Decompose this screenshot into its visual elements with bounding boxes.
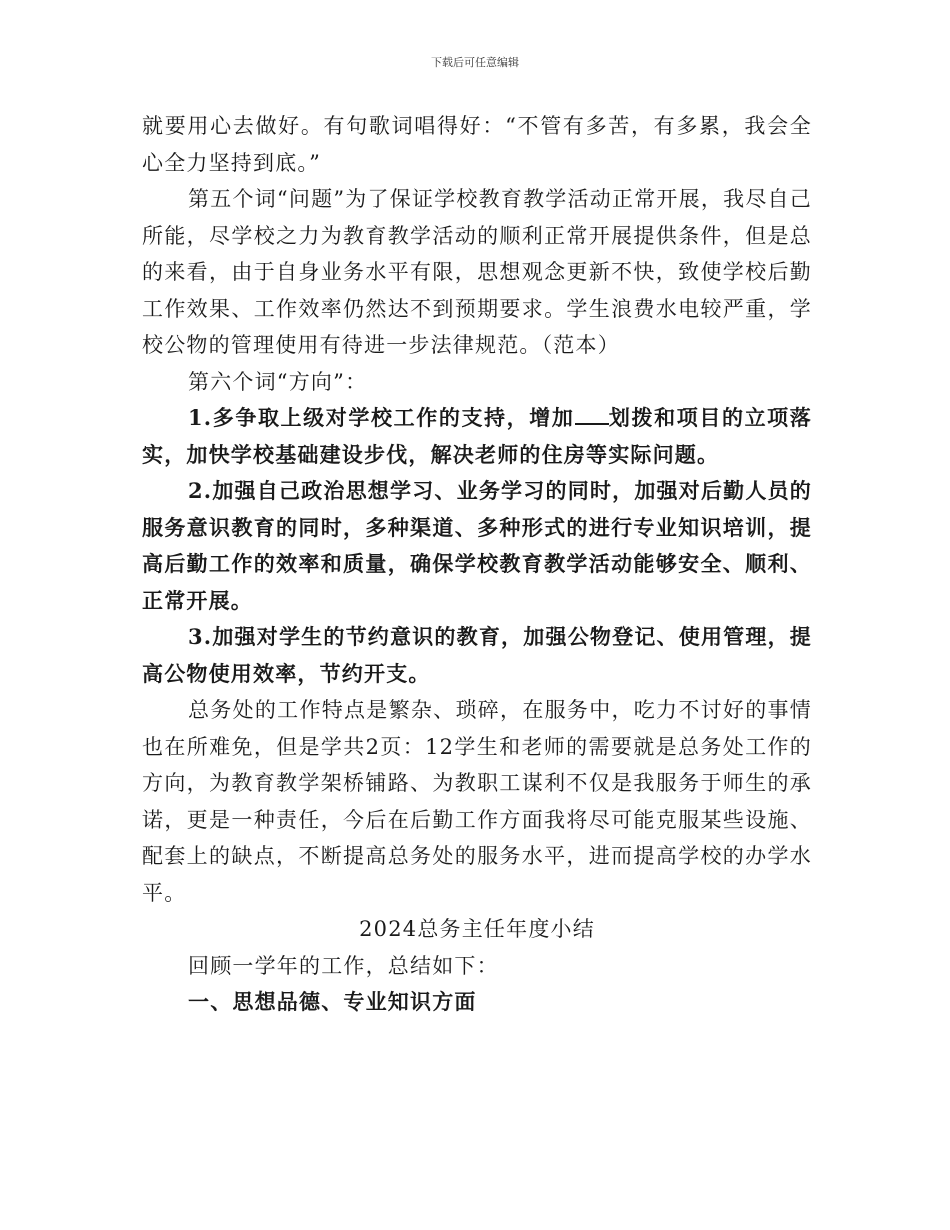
list-item-1-text-end: 划拨和项目的立项落实，加快学校基础建设步伐，解决老师的住房等实际问题。 [142,405,812,467]
page-header-note: 下载后可任意编辑 [431,56,519,69]
list-item-1-text-start: 1.多争取上级对学校工作的支持，增加 [188,405,575,430]
document-body [142,108,812,1021]
paragraph-review: 回顾一学年的工作，总结如下： [188,953,499,978]
document-title: 2024总务主任年度小结 [359,917,595,941]
list-item-3: 3.加强对学生的节约意识的教育，加强公物登记、使用管理，提高公物使用效率，节约开支。 [142,624,812,686]
paragraph-direction-heading: 第六个词“方向”： [188,369,368,394]
paragraph-problems: 第五个词“问题”为了保证学校教育教学活动正常开展，我尽自己所能，尽学校之力为教育教学活动的顺利正常开展提供条件，但是总的来看，由于自身业务水平有限，思想观念更新不快，致使学校后勤工作效果、工作效率仍然达不到预期要求。学生浪费水电较严重，学校公物的管理使用有待进一步法律规范。（范本） [142,187,812,357]
paragraph-summary: 总务处的工作特点是繁杂、琐碎，在服务中，吃力不讨好的事情也在所难免，但是学共2页：12学生和老师的需要就是总务处工作的方向，为教育教学架桥铺路、为教职工谋利不仅是我服务于师生的承诺，更是一种责任，今后在后勤工作方面我将尽可能克服某些设施、配套上的缺点，不断提高总务处的服务水平，进而提高学校的办学水平。 [142,698,812,905]
list-item-2: 2.加强自己政治思想学习、业务学习的同时，加强对后勤人员的服务意识教育的同时，多种渠道、多种形式的进行专业知识培训，提高后勤工作的效率和质量，确保学校教育教学活动能够安全、顺利、正常开展。 [142,478,812,613]
fill-in-blank [575,405,609,425]
paragraph-continuation: 就要用心去做好。有句歌词唱得好：“不管有多苦，有多累，我会全心全力坚持到底。” [142,114,812,175]
section-heading: 一、思想品德、专业知识方面 [188,989,477,1014]
list-item-1 [142,400,812,473]
